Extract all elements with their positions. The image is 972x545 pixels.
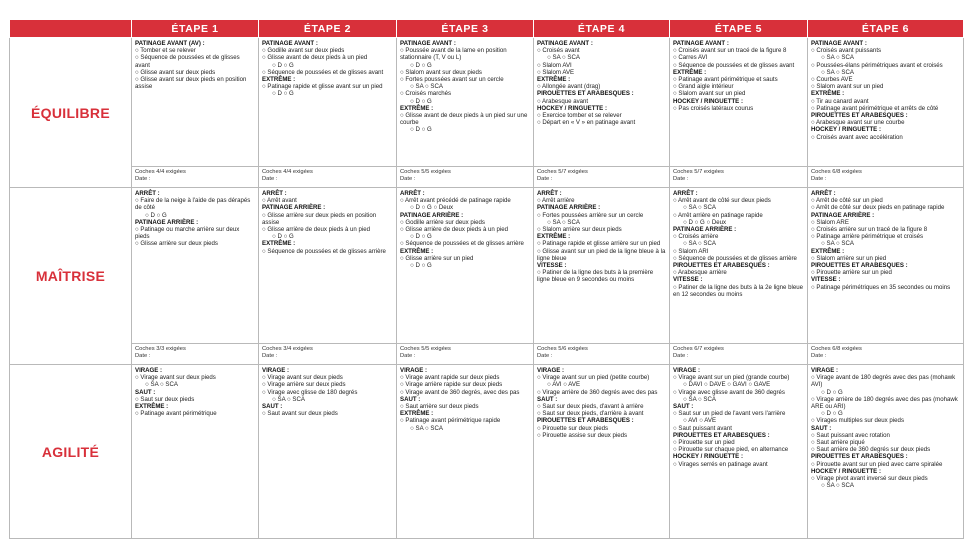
section-heading: HOCKEY / RINGUETTE : (673, 97, 743, 105)
section-heading: EXTRÊME : (400, 104, 434, 112)
section-heading: PATINAGE ARRIÈRE : (537, 204, 601, 212)
skill-item[interactable]: ○ Patiner de la ligne des buts à la première ligne bleue en 9 secondes ou moins (537, 269, 655, 284)
skill-item[interactable]: ○ Godille avant sur deux pieds (262, 47, 345, 55)
skill-item[interactable]: ○ Saut sur deux pieds (135, 395, 195, 403)
checks-required: Coches 3/3 exigées (135, 346, 186, 352)
skill-item[interactable]: ○ Arabesque arrière (673, 269, 727, 277)
skill-item[interactable]: ○ Saut arrière sur deux pieds (400, 403, 479, 411)
row-label-agilite: AGILITÉ (10, 365, 132, 539)
skills-cell-equilibre-etape-6 (808, 38, 964, 167)
skill-item[interactable]: ○ Exercice tomber et se relever (537, 112, 622, 120)
section-heading: PIROUETTES ET ARABESQUES : (811, 262, 908, 270)
skill-item[interactable]: ○ Slalom arrière sur un pied (811, 254, 887, 262)
skill-item[interactable]: ○ D ○ G (400, 262, 432, 270)
skill-item[interactable]: ○ Arrêt avant précédé de patinage rapide (400, 197, 511, 205)
section-heading: HOCKEY / RINGUETTE : (673, 453, 743, 461)
skill-item[interactable]: ○ Pirouette assise sur deux pieds (537, 431, 628, 439)
skill-item[interactable]: ○ Virage avant sur deux pieds (135, 374, 216, 382)
skill-item[interactable]: ○ SA ○ SCA (673, 240, 716, 248)
completion-equilibre-etape-1 (132, 167, 259, 188)
skill-item[interactable]: ○ Croisés arrière sur un tracé de la figure 8 (811, 226, 928, 234)
skill-item[interactable]: ○ Virages multiples sur deux pieds (811, 417, 904, 425)
row-label-equilibre: ÉQUILIBRE (10, 38, 132, 188)
skill-item[interactable]: ○ Arrêt avant de côté sur deux pieds (673, 197, 771, 205)
checks-required: Coches 3/4 exigées (262, 346, 313, 352)
section-heading: PATINAGE AVANT : (811, 40, 867, 47)
skill-item[interactable]: ○ Slalom AVI (537, 61, 572, 69)
header-etape-6: ÉTAPE 6 (808, 20, 964, 38)
section-heading: VITESSE : (673, 276, 703, 284)
skill-item[interactable]: ○ D ○ G (135, 211, 167, 219)
header-corner (10, 20, 132, 38)
skill-item[interactable]: ○ Saut sur deux pieds, d'arrière à avant (537, 410, 644, 418)
completion-equilibre-etape-2 (259, 167, 397, 188)
skill-item[interactable]: ○ Séquence de poussées et de glisses arrière (400, 240, 524, 248)
section-heading: PATINAGE AVANT : (262, 40, 318, 47)
skill-item[interactable]: ○ Slalom AVE (537, 68, 575, 76)
skill-item[interactable]: ○ Glisse avant sur deux pieds (135, 68, 216, 76)
section-heading: PIROUETTES ET ARABESQUES : (673, 431, 770, 439)
skill-item[interactable]: ○ Arrêt arrière (537, 197, 575, 205)
skill-item[interactable]: ○ SA ○ SCA (811, 54, 854, 62)
skill-item[interactable]: ○ Saut avant sur deux pieds (262, 410, 338, 418)
skill-item[interactable]: ○ Virage avant sur un pied (petite courbe) (537, 374, 650, 382)
completion-equilibre-etape-3 (397, 167, 534, 188)
skill-item[interactable]: ○ Croisés avant avec accélération (811, 133, 903, 141)
skill-item[interactable]: ○ SA ○ SCA (811, 240, 854, 248)
date-field[interactable]: Date : (673, 353, 689, 359)
row-label-maitrise: MAÎTRISE (10, 188, 132, 365)
skill-item[interactable]: ○ Patinage avant périmétrique et arrêts de côté (811, 104, 939, 112)
skill-item[interactable]: ○ Saut puissant avant (673, 424, 732, 432)
skill-item[interactable]: ○ D ○ G (811, 410, 843, 418)
section-heading: EXTRÊME : (262, 240, 296, 248)
skill-item[interactable]: ○ Tomber et se relever (135, 47, 196, 55)
skill-item[interactable]: ○ D ○ G (262, 90, 294, 98)
date-field[interactable]: Date : (262, 176, 278, 182)
completion-maitrise-etape-1 (132, 344, 259, 365)
section-heading: EXTRÊME : (537, 233, 571, 241)
skills-cell-maitrise-etape-3 (397, 188, 534, 344)
skill-item[interactable]: ○ Slalom avant sur un pied (811, 83, 884, 91)
skill-item[interactable]: ○ Allongée avant (drag) (537, 83, 601, 91)
section-heading: ARRÊT : (811, 190, 836, 197)
skill-item[interactable]: ○ Slalom avant sur deux pieds (400, 68, 482, 76)
section-heading: PIROUETTES ET ARABESQUES : (811, 112, 908, 120)
skill-item[interactable]: ○ Slalom ARI (673, 247, 709, 255)
skill-item[interactable]: ○ Séquence de poussées et de glisses arrière (262, 247, 386, 255)
completion-equilibre-etape-4 (534, 167, 670, 188)
date-field[interactable]: Date : (537, 353, 553, 359)
section-heading: EXTRÊME : (400, 410, 434, 418)
section-heading: PIROUETTES ET ARABESQUES : (537, 417, 634, 425)
header-etape-5: ÉTAPE 5 (670, 20, 808, 38)
skill-item[interactable]: ○ Pas croisés latéraux courus (673, 104, 754, 112)
checks-required: Coches 4/4 exigées (135, 169, 186, 175)
skills-checklist (9, 19, 963, 530)
date-field[interactable]: Date : (811, 353, 827, 359)
skill-item[interactable]: ○ Tir au canard avant (811, 97, 869, 105)
skills-cell-agilite-etape-4 (534, 365, 670, 539)
section-heading: PIROUETTES ET ARABESQUES : (537, 90, 634, 98)
header-etape-2: ÉTAPE 2 (259, 20, 397, 38)
skill-item[interactable]: ○ Saut sur un pied de l'avant vers l'arrière (673, 410, 786, 418)
date-field[interactable]: Date : (262, 353, 278, 359)
skill-item[interactable]: ○ Virage arrière de 180 degrés avec des pas (mohawk ARE ou ARI) (811, 395, 960, 411)
skills-table (9, 19, 964, 539)
section-heading: EXTRÊME : (811, 247, 845, 255)
section-heading: VIRAGE : (811, 367, 839, 374)
section-heading: EXTRÊME : (135, 403, 169, 411)
skill-item[interactable]: ○ Saut arrière de 360 degrés sur deux pieds (811, 446, 931, 454)
skill-item[interactable]: ○ D ○ G (262, 233, 294, 241)
skill-item[interactable]: ○ Patinage ou marche arrière sur deux pieds (135, 226, 241, 241)
checks-required: Coches 5/7 exigées (673, 169, 724, 175)
skill-item[interactable]: ○ Saut arrière piqué (811, 439, 865, 447)
skill-item[interactable]: ○ Fortes poussées avant sur un cercle (400, 76, 504, 84)
checks-required: Coches 4/4 exigées (262, 169, 313, 175)
skill-item[interactable]: ○ AVI ○ AVE (537, 381, 581, 389)
section-heading: PIROUETTES ET ARABESQUES : (673, 262, 770, 270)
skills-cell-agilite-etape-3 (397, 365, 534, 539)
skill-item[interactable]: ○ Virage arrière sur deux pieds (262, 381, 346, 389)
section-heading: SAUT : (673, 403, 694, 411)
skill-item[interactable]: ○ Départ en « V » en patinage avant (537, 119, 636, 127)
skill-item[interactable]: ○ Arabesque avant (537, 97, 589, 105)
section-heading: EXTRÊME : (537, 76, 571, 84)
section-heading: EXTRÊME : (811, 90, 845, 98)
skill-item[interactable]: ○ D ○ G ○ Deux (673, 218, 727, 226)
section-heading: VITESSE : (537, 262, 567, 270)
skill-item[interactable]: ○ Poussées-élans périmétriques avant et croisés (811, 61, 943, 69)
section-heading: PATINAGE ARRIÈRE : (135, 218, 199, 226)
header-etape-4: ÉTAPE 4 (534, 20, 670, 38)
section-heading: PATINAGE ARRIÈRE : (811, 211, 875, 219)
header-row (10, 20, 964, 38)
skill-item[interactable]: ○ Slalom avant sur un pied (673, 90, 746, 98)
section-heading: HOCKEY / RINGUETTE : (811, 126, 881, 134)
date-field[interactable]: Date : (135, 176, 151, 182)
skill-item[interactable]: ○ Glisse arrière sur deux pieds en position assise (262, 211, 378, 226)
skill-item[interactable]: ○ Virage avec glisse de 180 degrés (262, 388, 358, 396)
skill-item[interactable]: ○ SA ○ SCA (537, 54, 580, 62)
skill-item[interactable]: ○ Virage avec glisse avant de 360 degrés (673, 388, 785, 396)
skill-item[interactable]: ○ Patinage avant périmétrique rapide (400, 417, 501, 425)
section-heading: HOCKEY / RINGUETTE : (811, 467, 881, 475)
completion-maitrise-etape-2 (259, 344, 397, 365)
skill-item[interactable]: ○ Glisse avant sur un pied de la ligne bleue à la ligne bleue (537, 247, 668, 262)
skill-item[interactable]: ○ Croisés marchés (400, 90, 452, 98)
skill-item[interactable]: ○ Croisés avant (537, 47, 580, 55)
skill-item[interactable]: ○ Fortes poussées arrière sur un cercle (537, 211, 644, 219)
skill-item[interactable]: ○ Glisse avant de deux pieds à un pied (262, 54, 368, 62)
completion-maitrise-etape-4 (534, 344, 670, 365)
skill-item[interactable]: ○ AVI ○ AVE (673, 417, 717, 425)
header-etape-3: ÉTAPE 3 (397, 20, 534, 38)
skill-item[interactable]: ○ D ○ G ○ Deux (400, 204, 454, 212)
skill-item[interactable]: ○ Grand aigle intérieur (673, 83, 734, 91)
skill-item[interactable]: ○ D ○ G (400, 126, 432, 134)
checks-required: Coches 5/7 exigées (537, 169, 588, 175)
skills-cell-equilibre-etape-2 (259, 38, 397, 167)
skill-item[interactable]: ○ Glisse avant de deux pieds à un pied sur une courbe (400, 112, 530, 127)
row-equilibre (10, 38, 964, 167)
skill-item[interactable]: ○ Virage avant sur deux pieds (262, 374, 343, 382)
skill-item[interactable]: ○ Glisse arrière sur un pied (400, 254, 474, 262)
skill-item[interactable]: ○ D ○ G (262, 61, 294, 69)
skills-cell-agilite-etape-1 (132, 365, 259, 539)
skill-item[interactable]: ○ Patinage avant périmétrique (135, 410, 217, 418)
skill-item[interactable]: ○ SA ○ SCA (400, 83, 443, 91)
skill-item[interactable]: ○ Virages serrés en patinage avant (673, 460, 768, 468)
skill-item[interactable]: ○ SA ○ SCA (400, 424, 443, 432)
skill-item[interactable]: ○ Glisse avant sur deux pieds en position assise (135, 76, 249, 91)
skill-item[interactable]: ○ D ○ G (400, 97, 432, 105)
skill-item[interactable]: ○ Virage arrière de 360 degrés avec des pas (537, 388, 658, 396)
skill-item[interactable]: ○ Virage avant sur un pied (grande courbe) (673, 374, 790, 382)
section-heading: PATINAGE AVANT : (537, 40, 593, 47)
skill-item[interactable]: ○ Arrêt de côté sur un pied (811, 197, 883, 205)
skills-cell-equilibre-etape-3 (397, 38, 534, 167)
checks-required: Coches 5/5 exigées (400, 169, 451, 175)
section-heading: SAUT : (135, 388, 156, 396)
section-heading: SAUT : (537, 395, 558, 403)
section-heading: EXTRÊME : (400, 247, 434, 255)
skill-item[interactable]: ○ Patinage arrière périmétrique et croisés (811, 233, 924, 241)
section-heading: VIRAGE : (262, 367, 290, 374)
skill-item[interactable]: ○ Virage avant de 180 degrés avec des pas (mohawk AVI) (811, 374, 957, 389)
section-heading: PIROUETTES ET ARABESQUES : (811, 453, 908, 461)
section-heading: SAUT : (262, 403, 283, 411)
skills-cell-agilite-etape-6 (808, 365, 964, 539)
date-field[interactable]: Date : (811, 176, 827, 182)
skill-item[interactable]: ○ Virage avant de 360 degrés, avec des pas (400, 388, 520, 396)
skill-item[interactable]: ○ Séquence de poussées et de glisses avant (135, 54, 242, 69)
skills-cell-equilibre-etape-1 (132, 38, 259, 167)
skill-item[interactable]: ○ D ○ G (400, 61, 432, 69)
skill-item[interactable]: ○ SA ○ SCA (673, 204, 716, 212)
skills-cell-equilibre-etape-4 (534, 38, 670, 167)
checks-required: Coches 6/8 exigées (811, 346, 862, 352)
skill-item[interactable]: ○ Godille arrière sur deux pieds (400, 218, 485, 226)
skill-item[interactable]: ○ Virage arrière rapide sur deux pieds (400, 381, 503, 389)
row-maitrise (10, 188, 964, 344)
skill-item[interactable]: ○ Poussée avant de la lame en position stationnaire (T, V ou L) (400, 47, 509, 62)
skill-item[interactable]: ○ Croisés avant puissants (811, 47, 882, 55)
section-heading: PATINAGE AVANT : (673, 40, 729, 47)
skill-item[interactable]: ○ Slalom ARE (811, 218, 849, 226)
section-heading: PATINAGE ARRIÈRE : (400, 211, 464, 219)
skill-item[interactable]: ○ Patinage rapide et glisse arrière sur un pied (537, 240, 661, 248)
section-heading: ARRÊT : (673, 190, 698, 197)
skill-item[interactable]: ○ Croisés arrière (673, 233, 719, 241)
skill-item[interactable]: ○ Patinage périmétriques en 35 secondes ou moins (811, 283, 951, 291)
header-etape-1: ÉTAPE 1 (132, 20, 259, 38)
section-heading: PATINAGE ARRIÈRE : (262, 204, 326, 212)
section-heading: VIRAGE : (135, 367, 163, 374)
skill-item[interactable]: ○ Séquence de poussées et de glisses avant (673, 61, 795, 69)
section-heading: ARRÊT : (400, 190, 425, 197)
skills-cell-maitrise-etape-2 (259, 188, 397, 344)
skill-item[interactable]: ○ Croisés avant sur un tracé de la figure 8 (673, 47, 787, 55)
skills-cell-maitrise-etape-1 (132, 188, 259, 344)
section-heading: ARRÊT : (262, 190, 287, 197)
skills-cell-maitrise-etape-5 (670, 188, 808, 344)
skill-item[interactable]: ○ Saut puissant avec rotation (811, 431, 890, 439)
skill-item[interactable]: ○ Arabesque avant sur une courbe (811, 119, 905, 127)
skill-item[interactable]: ○ Séquence de poussées et de glisses arrière (673, 254, 797, 262)
section-heading: PATINAGE ARRIÈRE : (673, 226, 737, 234)
skills-cell-maitrise-etape-4 (534, 188, 670, 344)
skill-item[interactable]: ○ Courbes AVE (811, 76, 853, 84)
checks-required: Coches 5/5 exigées (400, 346, 451, 352)
skill-item[interactable]: ○ Pirouette arrière sur un pied (811, 269, 892, 277)
skill-item[interactable]: ○ Arrêt de côté sur deux pieds en patinage rapide (811, 204, 945, 212)
completion-equilibre-etape-6 (808, 167, 964, 188)
skill-item[interactable]: ○ SA ○ SCA (262, 395, 305, 403)
completion-maitrise-etape-5 (670, 344, 808, 365)
skill-item[interactable]: ○ Patinage rapide et glisse avant sur un pied (262, 83, 383, 91)
section-heading: PATINAGE AVANT : (400, 40, 456, 47)
skill-item[interactable]: ○ Arrêt arrière en patinage rapide (673, 211, 763, 219)
skills-cell-agilite-etape-5 (670, 365, 808, 539)
section-heading: VITESSE : (811, 276, 841, 284)
date-field[interactable]: Date : (400, 353, 416, 359)
completion-equilibre-etape-5 (670, 167, 808, 188)
row-agilite (10, 365, 964, 539)
checks-required: Coches 6/8 exigées (811, 169, 862, 175)
section-heading: EXTRÊME : (262, 76, 296, 84)
skill-item[interactable]: ○ Pirouette avant sur un pied avec carre spiralée (811, 460, 943, 468)
section-heading: HOCKEY / RINGUETTE : (537, 104, 607, 112)
section-heading: EXTRÊME : (673, 68, 707, 76)
footer-row-maitrise (10, 344, 964, 365)
skill-item[interactable]: ○ Carres AVI (673, 54, 708, 62)
skill-item[interactable]: ○ SA ○ SCA (811, 68, 854, 76)
skill-item[interactable]: ○ SA ○ SCA (673, 395, 716, 403)
skill-item[interactable]: ○ Arrêt avant (262, 197, 297, 205)
skills-cell-agilite-etape-2 (259, 365, 397, 539)
skill-item[interactable]: ○ SA ○ SCA (135, 381, 178, 389)
date-field[interactable]: Date : (400, 176, 416, 182)
footer-row-equilibre (10, 167, 964, 188)
skill-item[interactable]: ○ Virage pivot avant inversé sur deux pieds (811, 475, 928, 483)
skill-item[interactable]: ○ Slalom arrière sur deux pieds (537, 226, 622, 234)
skill-item[interactable]: ○ Faire de la neige à l'aide de pas dérapés de côté (135, 197, 252, 212)
skill-item[interactable]: ○ Patiner de la ligne des buts à la 2e ligne bleue en 12 secondes ou moins (673, 283, 805, 298)
skill-item[interactable]: ○ Pirouette sur deux pieds (537, 424, 609, 432)
section-heading: SAUT : (400, 395, 421, 403)
date-field[interactable]: Date : (673, 176, 689, 182)
section-heading: PATINAGE AVANT (AV) : (135, 40, 205, 47)
checks-required: Coches 6/7 exigées (673, 346, 724, 352)
skill-item[interactable]: ○ Pirouette sur un pied (673, 439, 735, 447)
skill-item[interactable]: ○ Saut sur deux pieds, d'avant à arrière (537, 403, 644, 411)
section-heading: SAUT : (811, 424, 832, 432)
section-heading: VIRAGE : (673, 367, 701, 374)
section-heading: VIRAGE : (400, 367, 428, 374)
skill-item[interactable]: ○ Virage avant rapide sur deux pieds (400, 374, 500, 382)
completion-maitrise-etape-3 (397, 344, 534, 365)
skill-item[interactable]: ○ SA ○ SCA (811, 482, 854, 490)
skill-item[interactable]: ○ D ○ G (811, 388, 843, 396)
skill-item[interactable]: ○ DAVI ○ DAVE ○ GAVI ○ GAVE (673, 381, 771, 389)
skills-cell-equilibre-etape-5 (670, 38, 808, 167)
skill-item[interactable]: ○ Glisse arrière sur deux pieds (135, 240, 218, 248)
completion-maitrise-etape-6 (808, 344, 964, 365)
skill-item[interactable]: ○ Pirouette sur chaque pied, en alternance (673, 446, 789, 454)
date-field[interactable]: Date : (537, 176, 553, 182)
skill-item[interactable]: ○ Patinage avant périmétrique et sauts (673, 76, 778, 84)
date-field[interactable]: Date : (135, 353, 151, 359)
skills-cell-maitrise-etape-6 (808, 188, 964, 344)
skill-item[interactable]: ○ Glisse arrière de deux pieds à un pied (400, 226, 509, 234)
section-heading: ARRÊT : (537, 190, 562, 197)
skill-item[interactable]: ○ Séquence de poussées et de glisses avant (262, 68, 384, 76)
skill-item[interactable]: ○ Glisse arrière de deux pieds à un pied (262, 226, 371, 234)
section-heading: VIRAGE : (537, 367, 565, 374)
skill-item[interactable]: ○ D ○ G (400, 233, 432, 241)
skill-item[interactable]: ○ SA ○ SCA (537, 218, 580, 226)
section-heading: ARRÊT : (135, 190, 160, 197)
checks-required: Coches 5/6 exigées (537, 346, 588, 352)
